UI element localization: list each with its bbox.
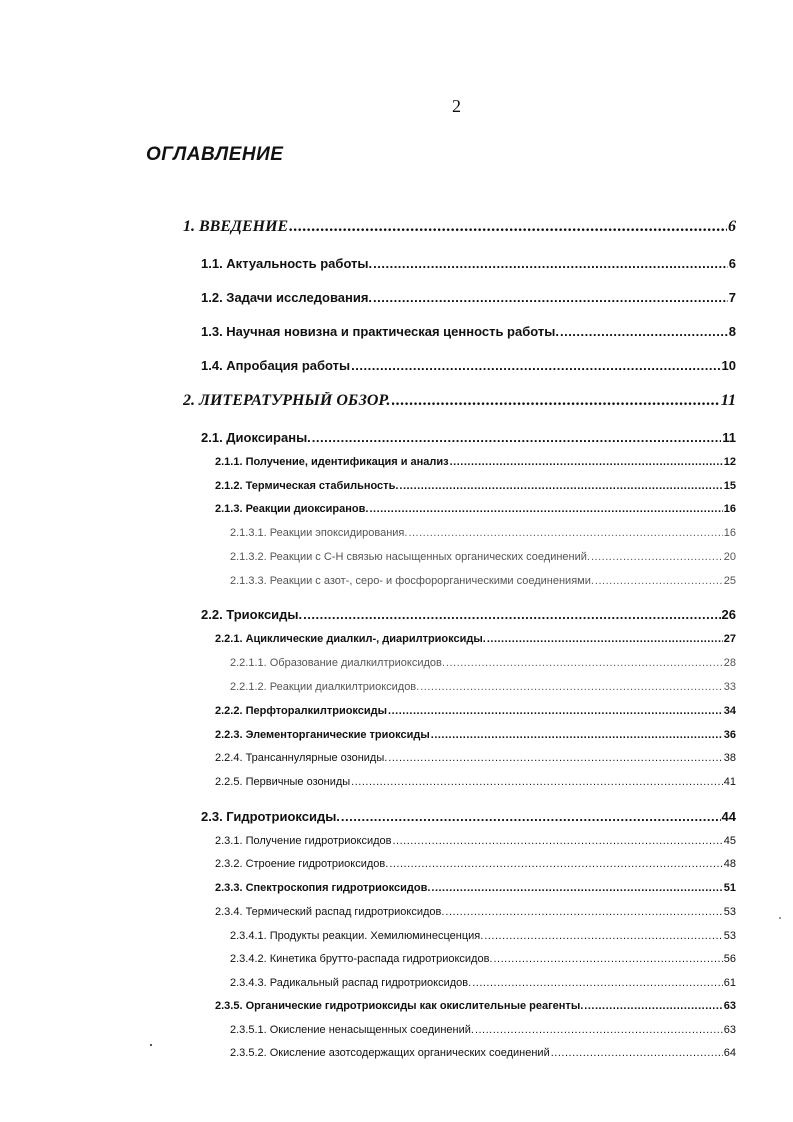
page-title: ОГЛАВЛЕНИЕ — [146, 144, 284, 165]
toc-entry-2-1-2[interactable]: 2.1.2. Термическая стабильность. ..... 15 — [215, 480, 736, 492]
page-number: 2 — [452, 96, 461, 116]
toc-entry-2-1-3[interactable]: 2.1.3. Реакции диоксиранов. ..... 16 — [215, 503, 736, 515]
toc-entry-1-3[interactable]: 1.3. Научная новизна и практическая ценность работы. ..... 8 — [201, 324, 736, 339]
toc-entry-2-3-4-2[interactable]: 2.3.4.2. Кинетика брутто-распада гидротриоксидов. ..... 56 — [230, 953, 736, 965]
toc-entry-2-1[interactable]: 2.1. Диоксираны. ..... 11 — [201, 430, 736, 445]
toc-entry-1-2[interactable]: 1.2. Задачи исследования. ..... 7 — [201, 290, 736, 305]
toc-entry-2-3-4[interactable]: 2.3.4. Термический распад гидротриоксидов. ..... 53 — [215, 906, 736, 918]
toc-entry-1-1[interactable]: 1.1. Актуальность работы. ..... 6 — [201, 256, 736, 271]
toc-entry-chapter-2[interactable]: 2. ЛИТЕРАТУРНЫЙ ОБЗОР. ..... 11 — [183, 392, 736, 410]
toc-entry-2-1-3-3[interactable]: 2.1.3.3. Реакции с азот-, серо- и фосфорорганическими соединениями. ..... 25 — [230, 575, 736, 587]
toc-entry-2-1-3-1[interactable]: 2.1.3.1. Реакции эпоксидирования. ..... 16 — [230, 527, 736, 539]
toc-entry-2-3-5-2[interactable]: 2.3.5.2. Окисление азотсодержащих органических соединений ..... 64 — [230, 1047, 736, 1059]
toc-entry-2-2-4[interactable]: 2.2.4. Трансаннулярные озониды. ..... 38 — [215, 752, 736, 764]
toc-entry-2-3-3[interactable]: 2.3.3. Спектроскопия гидротриоксидов. ..... 51 — [215, 882, 736, 894]
toc-entry-2-3-4-1[interactable]: 2.3.4.1. Продукты реакции. Хемилюминесценция. ..... 53 — [230, 930, 736, 942]
toc-entry-2-2-1-2[interactable]: 2.2.1.2. Реакции диалкилтриоксидов. ..... 33 — [230, 681, 736, 693]
toc-entry-2-3-5-1[interactable]: 2.3.5.1. Окисление ненасыщенных соединений. ..... 63 — [230, 1024, 736, 1036]
toc-entry-2-2-1[interactable]: 2.2.1. Ациклические диалкил-, диарилтриоксиды. ..... 27 — [215, 633, 736, 645]
toc-entry-2-2-3[interactable]: 2.2.3. Элементорганические триоксиды ..... 36 — [215, 729, 736, 741]
toc-entry-2-3[interactable]: 2.3. Гидротриоксиды. ..... 44 — [201, 809, 736, 824]
toc-entry-2-2-5[interactable]: 2.2.5. Первичные озониды ..... 41 — [215, 776, 736, 788]
toc-entry-2-2-1-1[interactable]: 2.2.1.1. Образование диалкилтриоксидов. ..... 28 — [230, 657, 736, 669]
toc-entry-2-3-4-3[interactable]: 2.3.4.3. Радикальный распад гидротриоксидов. ..... 61 — [230, 977, 736, 989]
toc-entry-2-2[interactable]: 2.2. Триоксиды. ..... 26 — [201, 607, 736, 622]
scan-speck — [150, 1044, 152, 1046]
toc-entry-chapter-1[interactable]: 1. ВВЕДЕНИЕ ..... 6 — [183, 218, 736, 236]
toc-entry-2-3-1[interactable]: 2.3.1. Получение гидротриоксидов ..... 45 — [215, 835, 736, 847]
toc-entry-1-4[interactable]: 1.4. Апробация работы ..... 10 — [201, 358, 736, 373]
toc-entry-2-2-2[interactable]: 2.2.2. Перфторалкилтриоксиды ..... 34 — [215, 705, 736, 717]
toc-entry-2-1-3-2[interactable]: 2.1.3.2. Реакции с С-Н связью насыщенных органических соединений. ..... 20 — [230, 551, 736, 563]
toc-entry-2-1-1[interactable]: 2.1.1. Получение, идентификация и анализ ..... 12 — [215, 456, 736, 468]
toc-entry-2-3-5[interactable]: 2.3.5. Органические гидротриоксиды как окислительные реагенты. ..... 63 — [215, 1000, 736, 1012]
scan-speck — [779, 917, 781, 919]
toc-entry-2-3-2[interactable]: 2.3.2. Строение гидротриоксидов. ..... 48 — [215, 858, 736, 870]
